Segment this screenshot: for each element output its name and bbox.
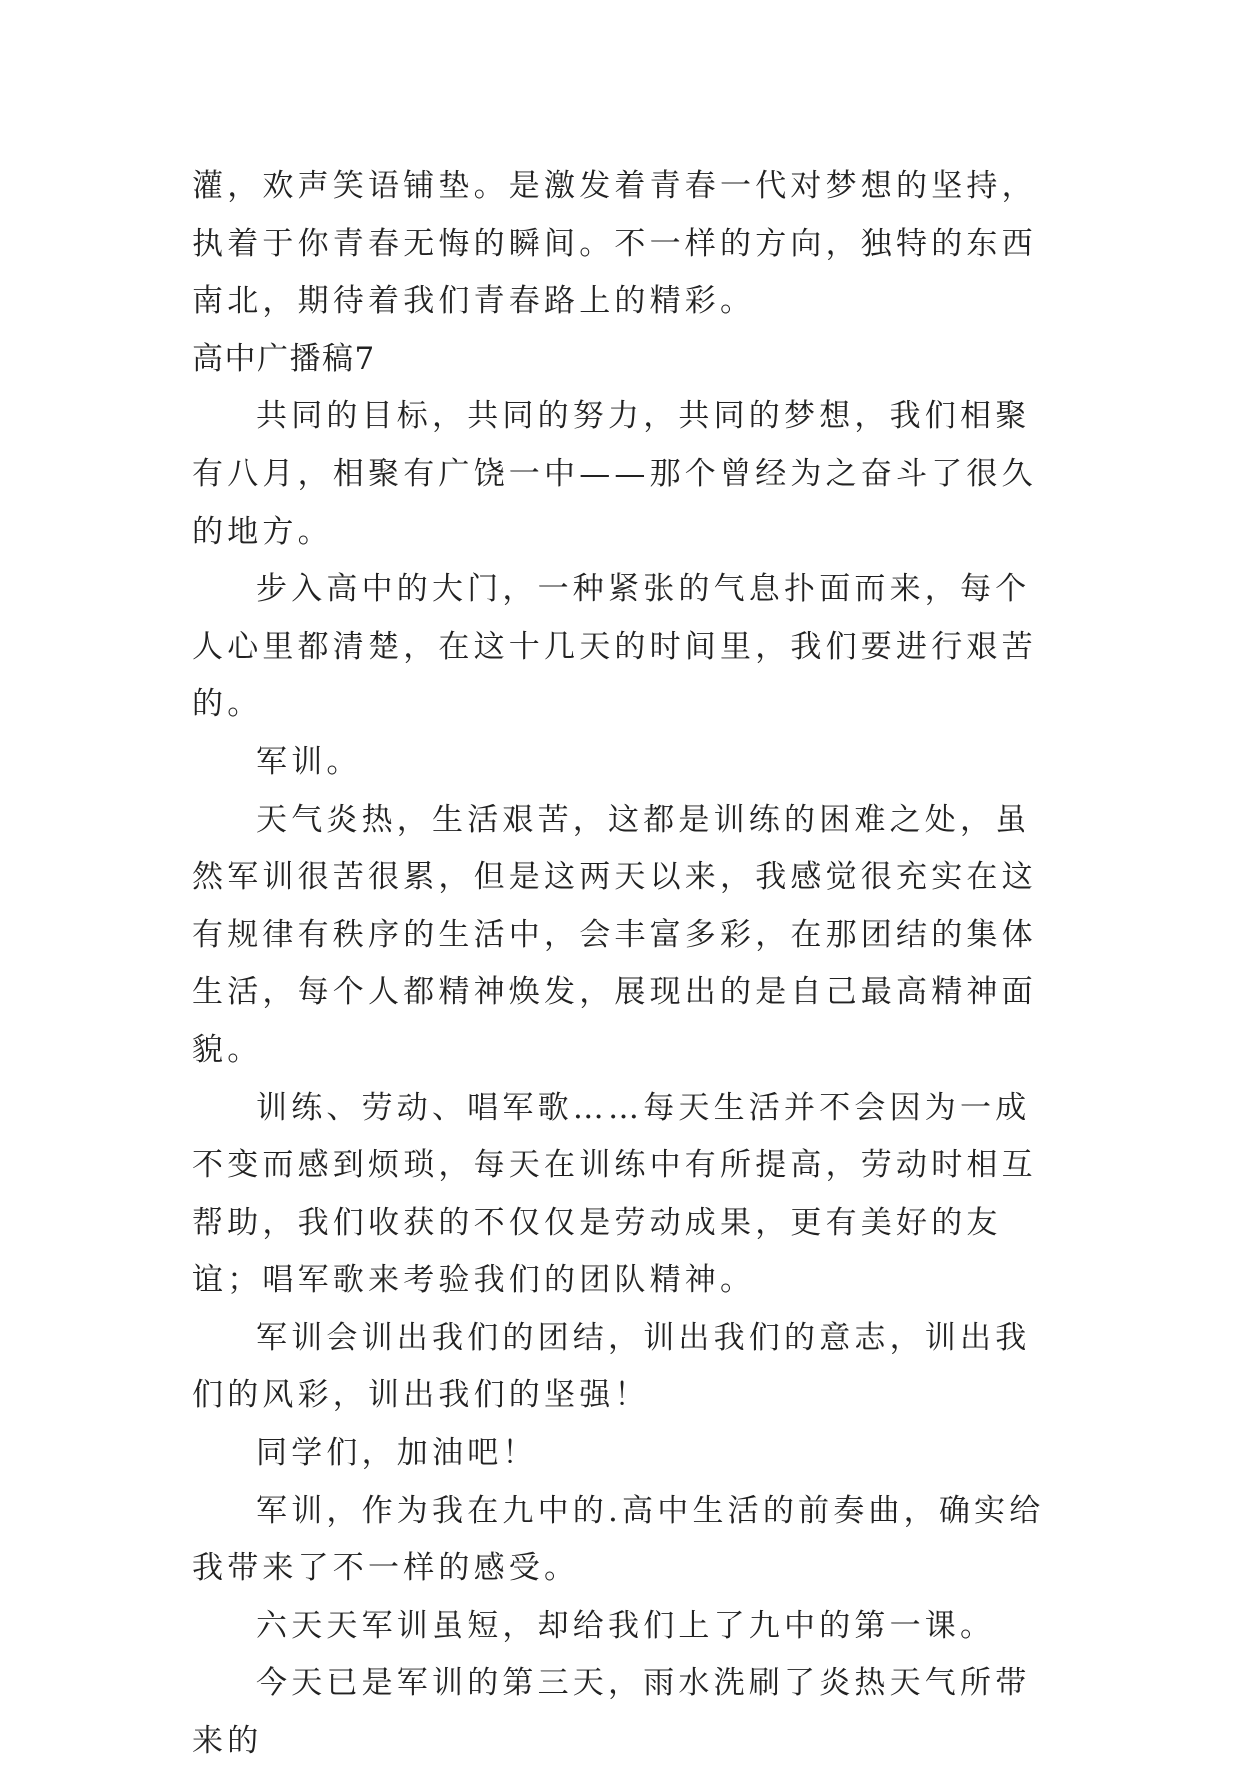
paragraph: 军训。 bbox=[256, 743, 362, 780]
paragraph: 共同的目标，共同的努力，共同的梦想，我们相聚有八月，相聚有广饶一中——那个曾经为之奋斗了很久的地方。 bbox=[192, 398, 1037, 550]
paragraph: 天气炎热，生活艰苦，这都是训练的困难之处，虽然军训很苦很累，但是这两天以来，我感觉很充实在这有规律有秩序的生活中，会丰富多彩，在那团结的集体生活，每个人都精神焕发，展现出的是自己最高精神面貌。 bbox=[192, 801, 1037, 1068]
paragraph: 军训，作为我在九中的.高中生活的前奏曲，确实给我带来了不一样的感受。 bbox=[192, 1492, 1045, 1587]
paragraph: 今天已是军训的第三天，雨水洗刷了炎热天气所带来的 bbox=[192, 1665, 1031, 1760]
paragraph: 军训会训出我们的团结，训出我们的意志，训出我们的风彩，训出我们的坚强！ bbox=[192, 1319, 1031, 1414]
paragraph: 同学们，加油吧！ bbox=[256, 1435, 538, 1472]
paragraph: 训练、劳动、唱军歌……每天生活并不会因为一成不变而感到烦琐，每天在训练中有所提高，劳动时相互帮助，我们收获的不仅仅是劳动成果，更有美好的友谊；唱军歌来考验我们的团队精神。 bbox=[192, 1089, 1037, 1299]
document-body bbox=[192, 158, 1062, 1771]
paragraph: 步入高中的大门，一种紧张的气息扑面而来，每个人心里都清楚，在这十几天的时间里，我们要进行艰苦的。 bbox=[192, 571, 1037, 723]
paragraph: 六天天军训虽短，却给我们上了九中的第一课。 bbox=[256, 1607, 996, 1644]
paragraph-continuation: 灌，欢声笑语铺垫。是激发着青春一代对梦想的坚持，执着于你青春无悔的瞬间。不一样的方向，独特的东西南北，期待着我们青春路上的精彩。 bbox=[192, 168, 1037, 320]
section-heading: 高中广播稿7 bbox=[192, 340, 376, 377]
